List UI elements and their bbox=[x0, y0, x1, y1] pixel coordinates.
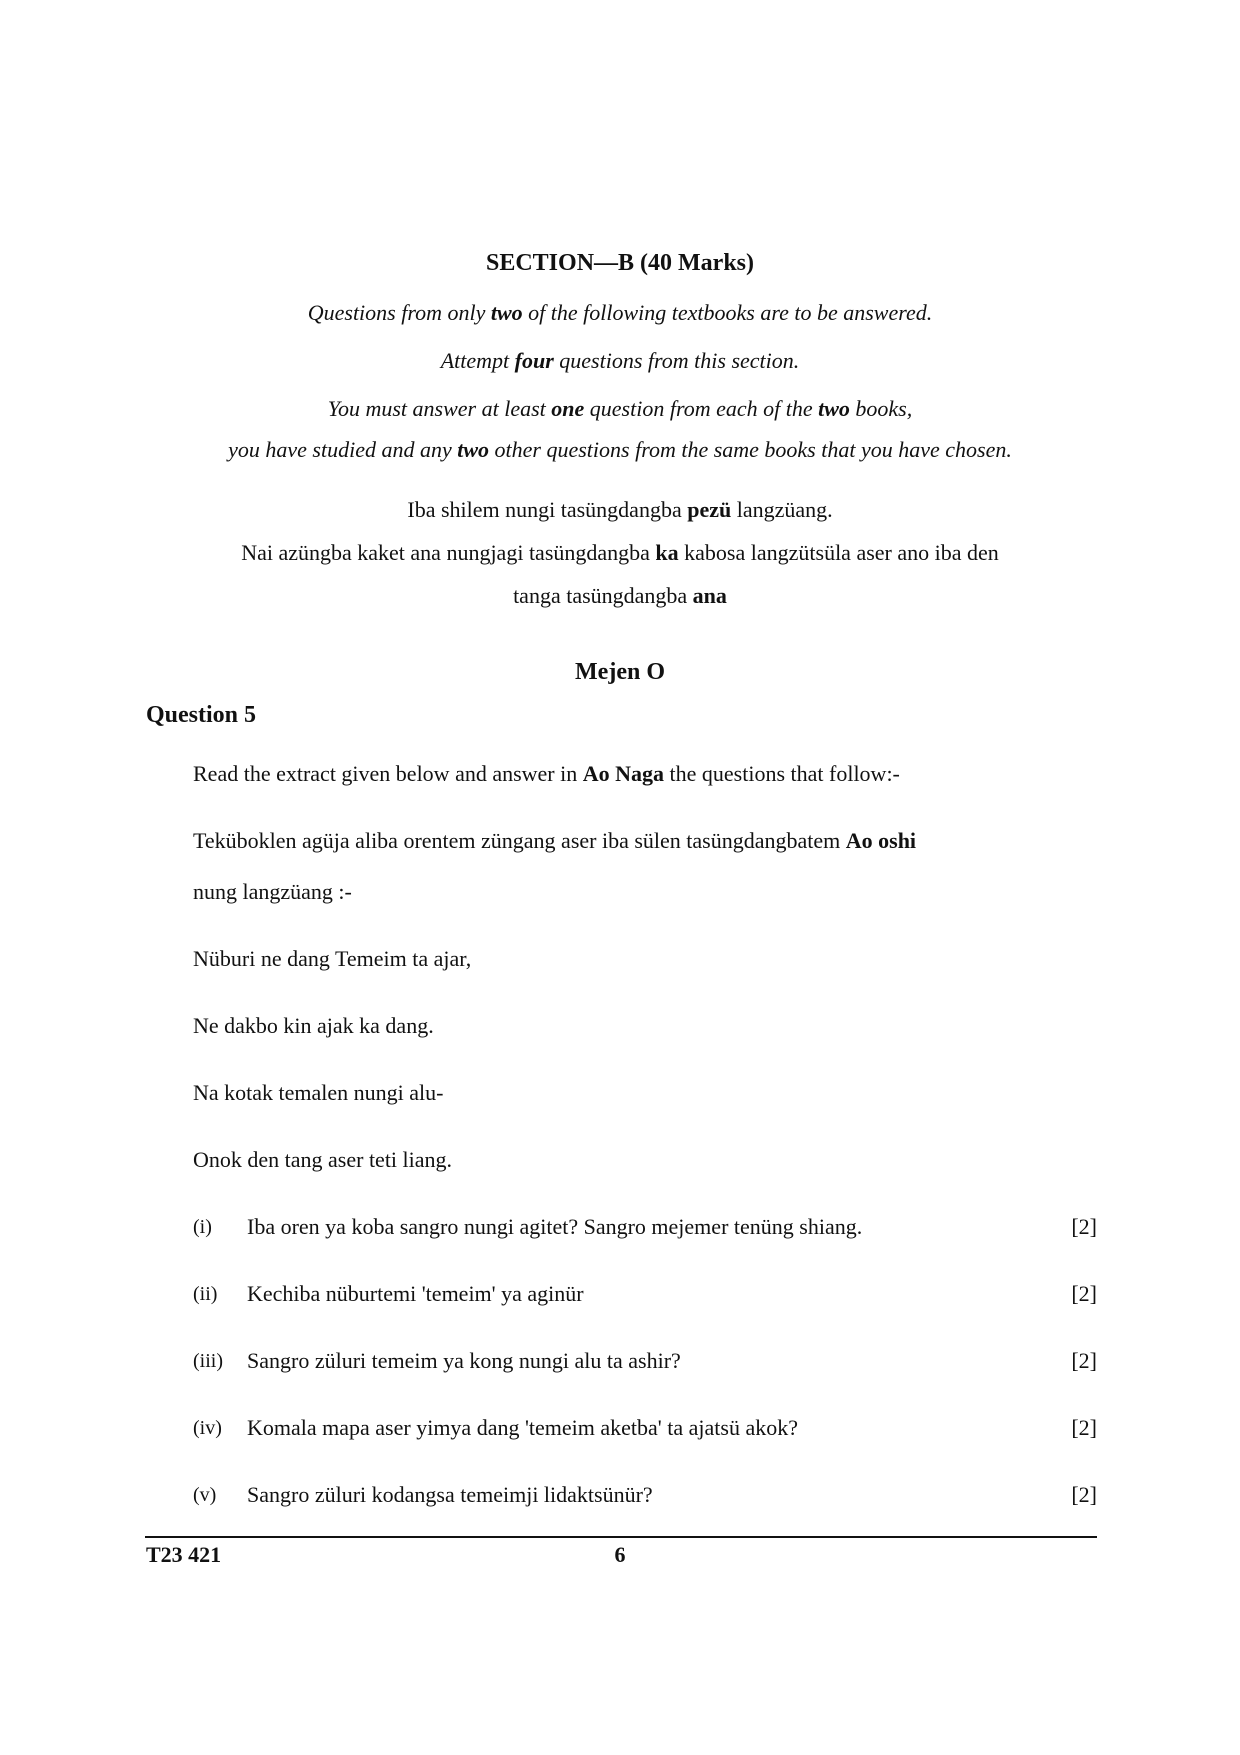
instruction-text: question from each of the bbox=[584, 396, 819, 421]
prompt-emphasis: Ao oshi bbox=[845, 828, 917, 853]
footer-divider bbox=[145, 1536, 1097, 1538]
instruction-text: of the following textbooks are to be answered. bbox=[522, 300, 933, 325]
ao-instruction-text: langzüang. bbox=[731, 497, 833, 522]
subquestion-marks: [2] bbox=[1071, 1348, 1097, 1373]
ao-instruction-emphasis: ana bbox=[692, 583, 727, 608]
instruction-line-3 bbox=[0, 396, 1240, 422]
subquestion-text: Iba oren ya koba sangro nungi agitet? Sangro mejemer tenüng shiang. bbox=[247, 1214, 863, 1239]
book-title: Mejen O bbox=[575, 659, 665, 685]
ao-instruction-emphasis: ka bbox=[655, 540, 679, 565]
question-prompt-ao-line-2: nung langzüang :- bbox=[193, 879, 352, 904]
ao-instruction-text: kabosa langzütsüla aser ano iba den bbox=[678, 540, 999, 565]
subquestion-text: Sangro züluri temeim ya kong nungi alu ta ashir? bbox=[247, 1348, 681, 1373]
section-title: SECTION—B (40 Marks) bbox=[485, 250, 755, 276]
subquestion-number: (i) bbox=[193, 1216, 212, 1238]
subquestion-text: Kechiba nüburtemi 'temeim' ya aginür bbox=[247, 1281, 584, 1306]
subquestion-marks: [2] bbox=[1071, 1281, 1097, 1306]
subquestion-number: (iv) bbox=[193, 1417, 222, 1439]
prompt-emphasis: Ao Naga bbox=[582, 761, 665, 786]
subquestion-number: (ii) bbox=[193, 1283, 218, 1305]
instruction-line-1 bbox=[0, 300, 1240, 326]
subquestion-marks: [2] bbox=[1071, 1415, 1097, 1440]
extract-line: Onok den tang aser teti liang. bbox=[193, 1147, 453, 1172]
question-label: Question 5 bbox=[146, 702, 257, 728]
instruction-line-2 bbox=[0, 348, 1240, 374]
prompt-text: Read the extract given below and answer in bbox=[193, 761, 583, 786]
ao-instruction-text: Iba shilem nungi tasüngdangba bbox=[407, 497, 688, 522]
prompt-text: the questions that follow:- bbox=[664, 761, 900, 786]
subquestion-marks: [2] bbox=[1071, 1214, 1097, 1239]
instruction-line-4 bbox=[0, 437, 1240, 463]
page-number: 6 bbox=[614, 1542, 626, 1567]
extract-line: Ne dakbo kin ajak ka dang. bbox=[193, 1013, 434, 1038]
instruction-emphasis: two bbox=[818, 396, 850, 421]
instruction-text: You must answer at least bbox=[327, 396, 552, 421]
subquestion-text: Sangro züluri kodangsa temeimji lidaktsünür? bbox=[247, 1482, 653, 1507]
question-prompt-ao-line-1 bbox=[193, 828, 916, 854]
subquestion-number: (iii) bbox=[193, 1350, 223, 1372]
paper-code: T23 421 bbox=[146, 1542, 222, 1567]
instruction-text: other questions from the same books that you have chosen. bbox=[489, 437, 1012, 462]
ao-instruction-text: Nai azüngba kaket ana nungjagi tasüngdangba bbox=[241, 540, 656, 565]
instruction-text: questions from this section. bbox=[553, 348, 800, 373]
subquestion-marks: [2] bbox=[1071, 1482, 1097, 1507]
instruction-text: you have studied and any bbox=[228, 437, 458, 462]
instruction-emphasis: one bbox=[551, 396, 585, 421]
ao-instruction-line-3 bbox=[0, 583, 1240, 609]
question-prompt-en bbox=[193, 761, 900, 787]
instruction-emphasis: four bbox=[514, 348, 554, 373]
instruction-text: Attempt bbox=[440, 348, 515, 373]
ao-instruction-emphasis: pezü bbox=[687, 497, 732, 522]
subquestion-text: Komala mapa aser yimya dang 'temeim aketba' ta ajatsü akok? bbox=[247, 1415, 798, 1440]
instruction-text: books, bbox=[849, 396, 913, 421]
ao-instruction-line-1 bbox=[0, 497, 1240, 523]
subquestion-number: (v) bbox=[193, 1484, 217, 1506]
extract-line: Na kotak temalen nungi alu- bbox=[193, 1080, 444, 1105]
extract-line: Nüburi ne dang Temeim ta ajar, bbox=[193, 946, 472, 971]
ao-instruction-text: tanga tasüngdangba bbox=[513, 583, 693, 608]
prompt-text: Teküboklen agüja aliba orentem züngang aser iba sülen tasüngdangbatem bbox=[193, 828, 846, 853]
instruction-emphasis: two bbox=[457, 437, 490, 462]
ao-instruction-line-2 bbox=[0, 540, 1240, 566]
instruction-emphasis: two bbox=[490, 300, 523, 325]
instruction-text: Questions from only bbox=[307, 300, 491, 325]
